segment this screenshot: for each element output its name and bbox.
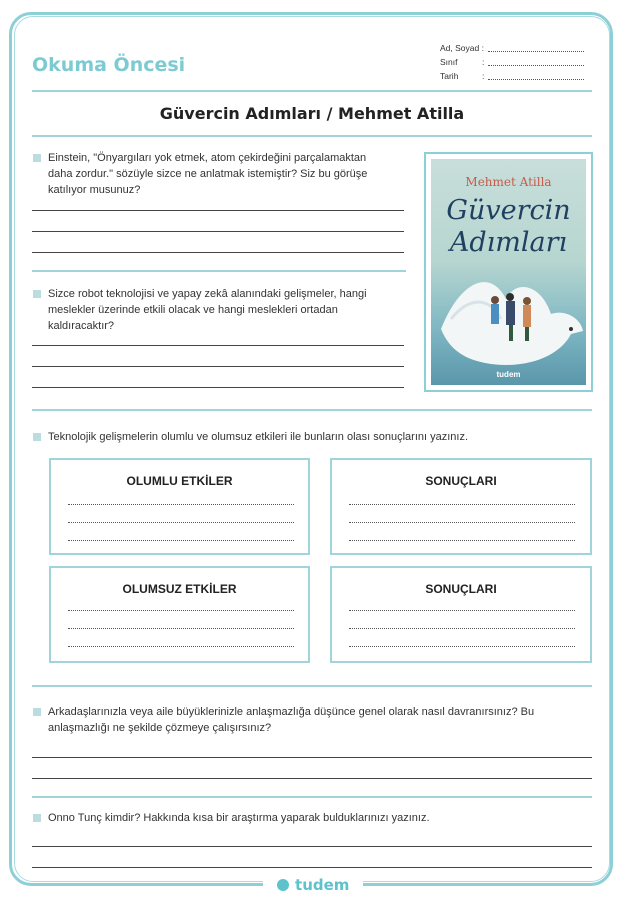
divider [32, 409, 592, 411]
negative-results-box [330, 566, 592, 663]
answer-line[interactable] [349, 540, 575, 541]
box-title: OLUMLU ETKİLER [126, 474, 233, 488]
answer-line[interactable] [32, 778, 592, 779]
answer-line[interactable] [32, 345, 404, 346]
page-frame-inner [14, 16, 610, 882]
answer-line[interactable] [32, 210, 404, 211]
bullet-icon [33, 814, 41, 822]
name-label: Ad, Soyad : [440, 43, 484, 53]
answer-line[interactable] [68, 628, 294, 629]
bullet-icon [33, 433, 41, 441]
answer-line[interactable] [349, 504, 575, 505]
pigeon-illustration [431, 259, 586, 384]
positive-effects-box [49, 458, 310, 555]
section-title: Okuma Öncesi [32, 54, 186, 76]
answer-line[interactable] [349, 628, 575, 629]
question-2: Sizce robot teknolojisi ve yapay zekâ alanındaki gelişmeler, hangi meslekler üzerinde etkili olacak ve hangi meslekleri ortadan kaldıracaktır? [48, 288, 367, 332]
answer-line[interactable] [32, 867, 592, 868]
divider [32, 135, 592, 137]
cover-publisher: tudem [496, 370, 521, 379]
question-1: Einstein, "Önyargıları yok etmek, atom çekirdeğini parçalamaktan daha zordur." sözüyle sizce ne anlatmak istemiştir? Siz bu görüşe katılıyor musunuz? [48, 152, 368, 196]
answer-line[interactable] [68, 522, 294, 523]
box-title: OLUMSUZ ETKİLER [122, 582, 237, 596]
answer-line[interactable] [32, 252, 404, 253]
answer-line[interactable] [32, 846, 592, 847]
tudem-logo-icon [277, 879, 289, 891]
answer-line[interactable] [349, 610, 575, 611]
bullet-icon [33, 290, 41, 298]
answer-line[interactable] [68, 540, 294, 541]
answer-line[interactable] [349, 522, 575, 523]
date-colon: : [482, 71, 485, 81]
question-5: Onno Tunç kimdir? Hakkında kısa bir araştırma yaparak bulduklarınızı yazınız. [48, 812, 430, 824]
answer-line[interactable] [68, 504, 294, 505]
answer-line[interactable] [68, 646, 294, 647]
answer-line[interactable] [68, 610, 294, 611]
question-3: Teknolojik gelişmelerin olumlu ve olumsuz etkileri ile bunların olası sonuçlarını yazınız. [48, 431, 469, 443]
divider [32, 685, 592, 687]
box-title: SONUÇLARI [425, 474, 497, 488]
cover-title-1: Güvercin [446, 195, 571, 226]
divider [32, 270, 406, 272]
box-title: SONUÇLARI [425, 582, 497, 596]
answer-line[interactable] [349, 646, 575, 647]
answer-line[interactable] [32, 387, 404, 388]
class-colon: : [482, 57, 485, 67]
date-label: Tarih [440, 71, 459, 81]
divider [32, 90, 592, 92]
answer-line[interactable] [32, 366, 404, 367]
bullet-icon [33, 708, 41, 716]
name-field[interactable] [488, 51, 584, 52]
footer-logo [263, 876, 363, 898]
answer-line[interactable] [32, 231, 404, 232]
worksheet-title: Güvercin Adımları / Mehmet Atilla [159, 104, 465, 123]
book-cover [424, 152, 593, 392]
student-info [440, 43, 590, 85]
cover-author: Mehmet Atilla [465, 175, 552, 189]
class-label: Sınıf [440, 57, 458, 67]
cover-title-2: Adımları [449, 227, 568, 258]
divider [32, 796, 592, 798]
date-field[interactable] [488, 79, 584, 80]
class-field[interactable] [488, 65, 584, 66]
positive-results-box [330, 458, 592, 555]
footer-logo-text: tudem [295, 876, 350, 894]
question-4: Arkadaşlarınızla veya aile büyüklerinizle anlaşmazlığa düşünce genel olarak nasıl davranırsınız? Bu anlaşmazlığı ne şekilde çözmeye çalışırsınız? [48, 706, 535, 734]
answer-line[interactable] [32, 757, 592, 758]
bullet-icon [33, 154, 41, 162]
negative-effects-box [49, 566, 310, 663]
